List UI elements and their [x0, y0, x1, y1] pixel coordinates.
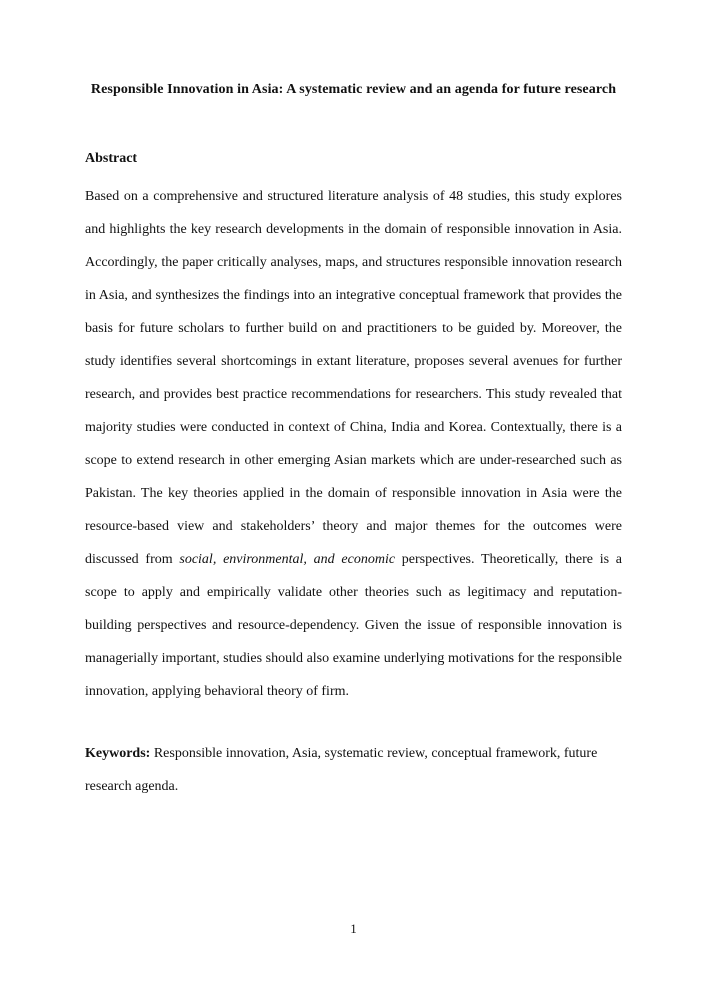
paper-title: Responsible Innovation in Asia: A systematic review and an agenda for future research — [90, 82, 617, 97]
page-number: 1 — [350, 921, 357, 936]
keywords-text: Responsible innovation, Asia, systematic review, conceptual framework, future research agenda. — [85, 746, 598, 794]
keywords-line — [85, 737, 622, 803]
abstract-italic-phrase: social, environmental, and economic — [179, 552, 396, 567]
abstract-heading: Abstract — [85, 151, 138, 166]
abstract-text-before-italic: Based on a comprehensive and structured literature analysis of 48 studies, this study explores and highlights the key research developments in the domain of responsible innovation in Asia. Accordingly, the paper critically analyses, maps, and structures responsible innovation research in Asia, and synthesizes the findings into an integrative conceptual framework that provides the basis for future scholars to further build on and practitioners to be guided by. Moreover, the study identifies several shortcomings in extant literature, proposes several avenues for further research, and provides best practice recommendations for researchers. This study revealed that majority studies were conducted in context of China, India and Korea. Contextually, there is a scope to extend research in other emerging Asian markets which are under-researched such as Pakistan. The key theories applied in the domain of responsible innovation in Asia were the resource-based view and stakeholders’ theory and major themes for the outcomes were discussed from — [85, 189, 622, 567]
abstract-text-after-italic: perspectives. Theoretically, there is a scope to apply and empirically validate other theories such as legitimacy and reputation-building perspectives and resource-dependency. Given the issue of responsible innovation is managerially important, studies should also examine underlying motivations for the responsible innovation, applying behavioral theory of firm. — [85, 552, 622, 699]
abstract-paragraph — [85, 180, 622, 708]
keywords-label: Keywords: — [85, 746, 151, 761]
